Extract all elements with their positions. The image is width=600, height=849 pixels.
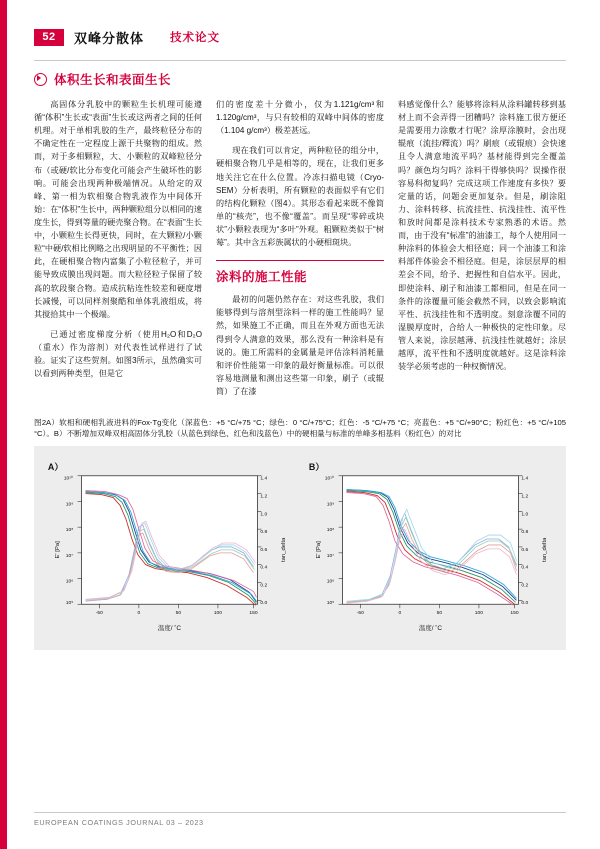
- svg-text:10¹⁰: 10¹⁰: [63, 476, 73, 482]
- svg-text:0.8: 0.8: [521, 529, 529, 535]
- svg-text:10⁶: 10⁶: [326, 579, 335, 585]
- column-2: [216, 98, 384, 405]
- svg-text:1.0: 1.0: [260, 512, 268, 518]
- footer-text: EUROPEAN COATINGS JOURNAL 03 – 2023: [34, 818, 204, 827]
- section-heading-volume-growth: [34, 70, 566, 88]
- page-header: [34, 0, 566, 52]
- svg-text:E' [Pa]: E' [Pa]: [315, 541, 322, 559]
- figure-caption: 图2A）软相和硬相乳液进料的Fox-Tg变化（深蓝色：+5 °C/+75 °C；绿色：0 °C/+75°C；红色：-5 °C/+75 °C；亮蓝色：+5 °C/+90°C；粉红色：+5 °C/+105 °C）。B）不断增加双峰双相高固体分乳胶（从蓝色到绿色、红色和浅蓝色）中的硬相量与标准的单峰多相基料（粉红色）的对比: [34, 418, 566, 439]
- figure-image-area: [34, 446, 566, 650]
- svg-text:50: 50: [175, 610, 182, 616]
- svg-text:10⁵: 10⁵: [65, 601, 74, 607]
- chart-panel-b: [303, 456, 558, 644]
- paragraph: 现在我们可以肯定，两种粒径的组分中，硬相聚合物几乎是相等的，现在，让我们更多地关注它在什么位置。冷冻扫描电镜（Cryo-SEM）分析表明，所有颗粒的表面似乎有它们的结构化颗粒（图4）。其形态看起来既不像简单的“核壳”，也不像“覆盖”。而呈现“零碎或块状”小颗粒表现为“多叶”外观。粗颗粒类似于“树莓”。其中含五彩族属状的小硬相斑块。: [216, 146, 384, 248]
- svg-text:1.4: 1.4: [521, 476, 529, 482]
- svg-text:150: 150: [510, 610, 519, 616]
- svg-text:B）: B）: [308, 461, 325, 472]
- svg-text:tan_delta: tan_delta: [542, 537, 549, 562]
- svg-text:150: 150: [249, 610, 258, 616]
- paragraph: 已通过密度梯度分析（使用H₂O和D₂O（重水）作为溶剂）对代表性试样进行了试验。证实了这些贺剂。如图3所示，虽然确实可以看到两种类型，但是它: [34, 329, 202, 379]
- svg-text:E' [Pa]: E' [Pa]: [54, 541, 61, 559]
- paragraph: 最初的问题仍然存在：对这些乳胶，我们能够得到与溶剂型涂料一样的施工性能吗？显然，如果施工不正确，而且在外观方面也无法得到令人满意的效果，那么没有一种涂料是有说的。施工所需料的金属量是评估涂料消耗量和评价性能第一印象的最好衡量标准。可以很容易地测量和测出这些第一印象，刷子（或辊筒）了在漆: [216, 295, 384, 396]
- svg-text:0.6: 0.6: [260, 547, 268, 553]
- column-1: [34, 98, 202, 405]
- chart-a-svg: [42, 456, 297, 644]
- svg-text:1.0: 1.0: [521, 512, 529, 518]
- svg-text:温度/ ˚C: 温度/ ˚C: [157, 624, 182, 632]
- section-heading-application: 涂料的施工性能: [216, 270, 308, 285]
- paragraph: 们的密度差十分微小，仅为1.121g/cm³和1.120g/cm³，与只有较相的双峰中间体的密度（1.104 g/cm³）极差甚远。: [216, 100, 384, 136]
- chart-b-svg: [303, 456, 558, 644]
- header-subtitle: 技术论文: [170, 32, 221, 44]
- svg-text:tan_delta: tan_delta: [281, 537, 288, 562]
- svg-text:0: 0: [398, 610, 402, 616]
- paragraph: 高固体分乳胶中的颗粒生长机理可能遵循“体积”生长或“表面”生长或这两者之间的任何机理。对于单相乳胶的生产，最终粒径分布的不确定性在一定程度上源于共聚物的组成。然而，对于多相颗粒，大、小颗粒的双峰粒径分布（或硬/软比分布变化可能会产生破坏性的影响。可能会出现两种极端情况。从给定的双峰、第一相为软相聚合物乳液作为中间体开始：在“体积”生长中，两种颗粒组分以相同的速度生长，得到等量的硬壳聚合物。在“表面”生长中，小颗粒生长得更快，同时，在大颗粒/小颗粒“中硬/软相比例略之出现明显的不平衡性；因此，在硬相聚合物内富集了小粒径粒子，并可能导致成膜出现问题。而大粒径粒子保留了较高的软段聚合物。造成抗粘连性较差和硬度增长减慢，可以同样剂聚酷和单体乳液组成，将其搅拾其中一个极端。: [34, 100, 202, 319]
- page-footer: [34, 812, 566, 827]
- page-edge-accent-bar: [0, 0, 7, 849]
- svg-text:100: 100: [213, 610, 223, 616]
- svg-text:0.0: 0.0: [260, 601, 268, 607]
- svg-text:10⁵: 10⁵: [326, 601, 335, 607]
- header-title: 双峰分散体: [74, 30, 145, 46]
- column-3: [398, 98, 566, 405]
- page-number-badge: 52: [34, 29, 64, 46]
- svg-text:0.4: 0.4: [521, 565, 529, 571]
- svg-text:10⁷: 10⁷: [326, 553, 335, 559]
- section-heading-label: 体积生长和表面生长: [54, 73, 172, 87]
- svg-text:0: 0: [137, 610, 141, 616]
- svg-text:0.6: 0.6: [521, 547, 529, 553]
- chart-panel-a: [42, 456, 297, 644]
- svg-text:1.4: 1.4: [260, 476, 268, 482]
- svg-text:10⁹: 10⁹: [65, 502, 74, 508]
- svg-text:10¹⁰: 10¹⁰: [324, 476, 334, 482]
- svg-text:10⁸: 10⁸: [326, 527, 335, 533]
- svg-text:温度/ ˚C: 温度/ ˚C: [418, 624, 443, 632]
- svg-text:0.8: 0.8: [260, 529, 268, 535]
- header-divider: [34, 60, 566, 61]
- svg-text:A）: A）: [47, 461, 64, 472]
- svg-text:10⁷: 10⁷: [65, 553, 74, 559]
- svg-text:-50: -50: [95, 610, 103, 616]
- svg-text:0.2: 0.2: [521, 583, 529, 589]
- svg-text:0.2: 0.2: [260, 583, 268, 589]
- subsection-divider: [216, 260, 384, 261]
- figure-2: [34, 417, 566, 650]
- svg-text:-50: -50: [356, 610, 364, 616]
- svg-text:10⁶: 10⁶: [65, 579, 74, 585]
- svg-text:10⁸: 10⁸: [65, 527, 74, 533]
- svg-text:100: 100: [474, 610, 484, 616]
- svg-text:0.4: 0.4: [260, 565, 268, 571]
- svg-text:50: 50: [436, 610, 443, 616]
- play-bullet-icon: [34, 73, 47, 86]
- body-columns: [34, 98, 566, 405]
- svg-text:10⁹: 10⁹: [326, 502, 335, 508]
- footer-divider: [34, 812, 566, 813]
- svg-text:1.2: 1.2: [260, 494, 268, 500]
- svg-text:1.2: 1.2: [521, 494, 529, 500]
- paragraph: 料感觉像什么？能够将涂料从涂料罐转移到基材上而不会弄得一团糟吗？涂料施工很方便还是需要用力涂敷才行呢？涂厚涂膜时，会出现辊痕（流挂/釋流）吗？刷痕（或辊痕）会快速且令人满意地流平吗？基材能得到完全覆盖吗？颜色均匀吗？涂料干得够快吗？误操作很容易科彻复吗？完成这项工作速度有多快？要定量的话，问题会更加复杂。但是，刷涂阻力、涂料转移、抗流挂性、抗浅挂性、流平性和放时间都是涂料技术专家熟悉的术语。然而，由于没有“标准”的油漆工，每个人使用同一种涂料的体验会大相径庭；同一个油漆工和涂料部件体验会不相径庭。但是，涂层层厚的相差会不同，给予、把握性和自信水平。因此，即使涂料、刷子和油漆工都相同，但是在同一条件的涂覆量可能会截然不同，以致会影响流平性、抗浅挂性和不透明度。刻意涂覆不同的湿膜厚度时，合给人一种极快的定性印象。尽管人来说，涂层越薄、抗浅挂性就越好；涂层越厚，流平性和不透明度就越好。这是涂料涂装学必须考虑的一种权衡情况。: [398, 100, 566, 372]
- svg-text:0.0: 0.0: [521, 601, 529, 607]
